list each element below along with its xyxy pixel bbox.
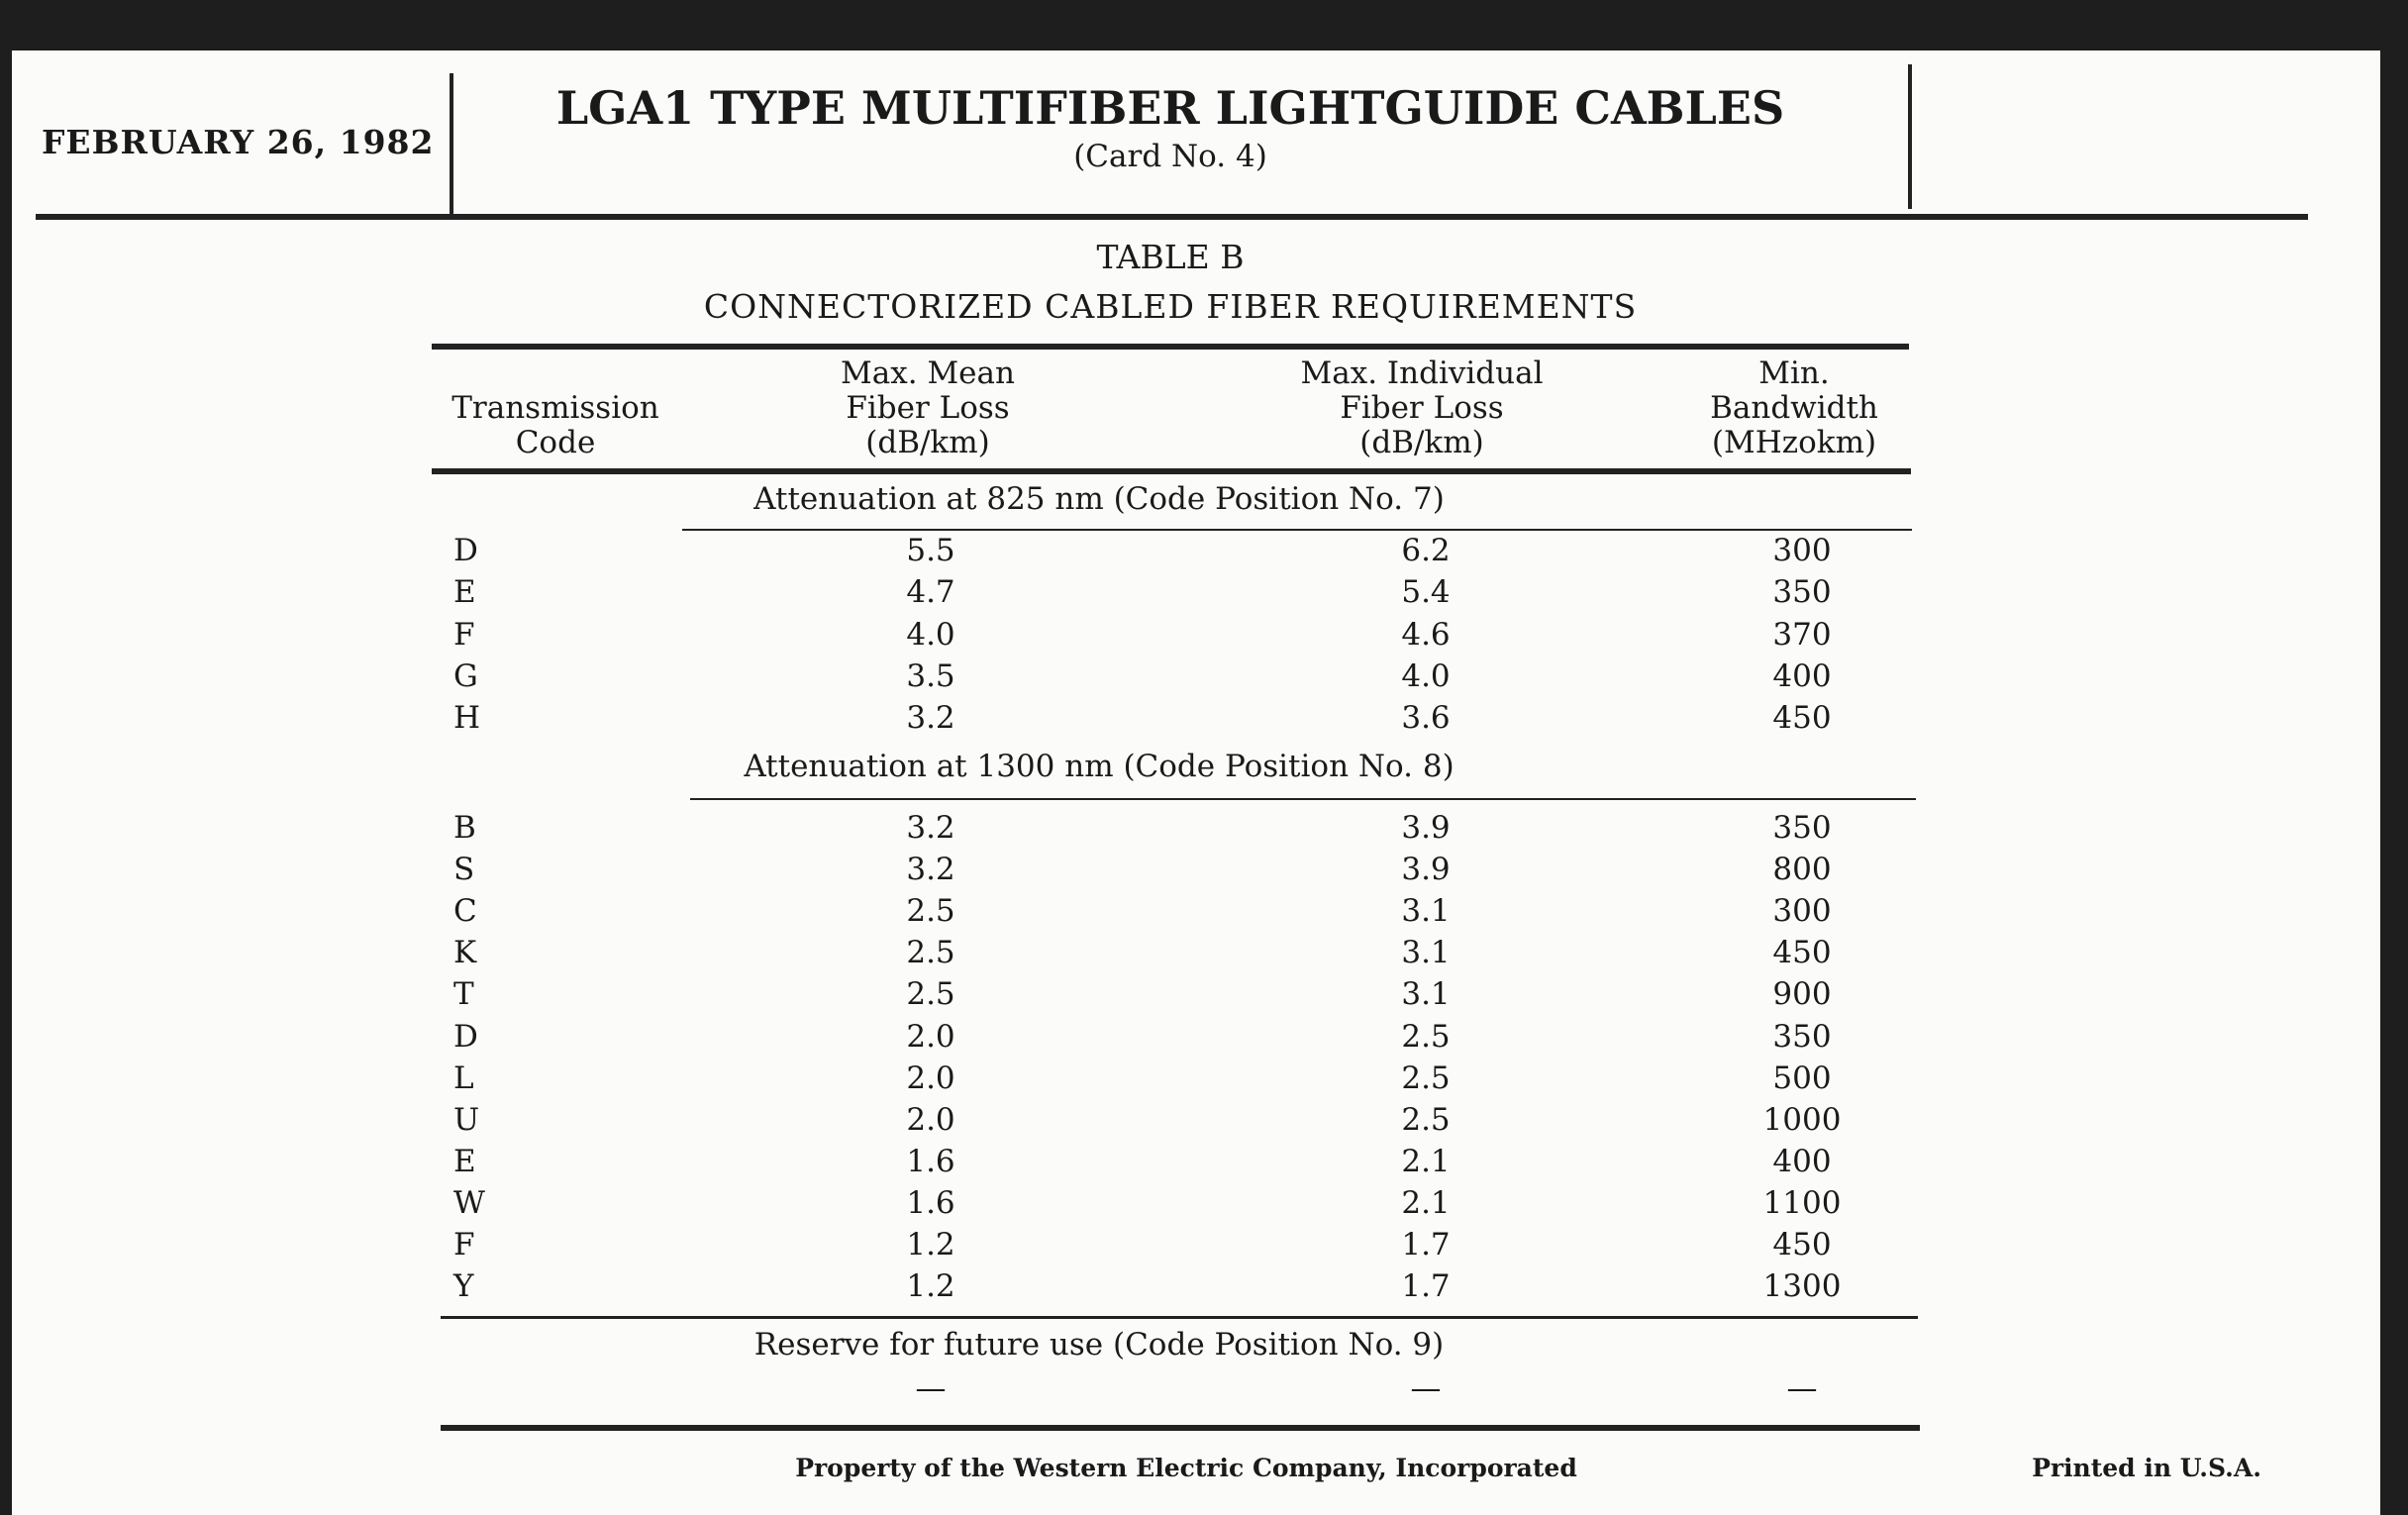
table-cell: 300 (1772, 893, 1832, 930)
table-cell: 400 (1772, 657, 1832, 694)
transmission-code: D (453, 533, 478, 568)
table-cell: 350 (1772, 1018, 1832, 1055)
column-header-line: Fiber Loss (1340, 390, 1504, 426)
table-cell: 3.1 (1401, 935, 1451, 971)
table-cell: 370 (1772, 616, 1832, 653)
table-cell: 450 (1772, 1227, 1832, 1262)
transmission-code: E (453, 1143, 476, 1179)
table-cell: 350 (1772, 810, 1832, 846)
document-date: FEBRUARY 26, 1982 (42, 123, 435, 161)
column-header-line: Transmission (452, 390, 659, 426)
transmission-code: W (453, 1184, 485, 1221)
section-rule (682, 529, 1912, 531)
table-cell: 2.5 (1401, 1060, 1451, 1096)
transmission-code: T (453, 976, 474, 1013)
transmission-code: E (453, 574, 476, 611)
card-number: (Card No. 4) (1073, 139, 1267, 174)
transmission-code: K (453, 935, 477, 971)
table-cell: 1.6 (906, 1184, 955, 1221)
document-title: LGA1 TYPE MULTIFIBER LIGHTGUIDE CABLES (555, 81, 1785, 135)
table-label: TABLE B (1096, 238, 1245, 276)
transmission-code: D (453, 1018, 478, 1055)
table-cell: — (915, 1370, 947, 1406)
header-bottom-rule (432, 468, 1911, 474)
transmission-code: B (453, 810, 476, 846)
table-cell: 350 (1772, 574, 1832, 611)
table-cell: 3.9 (1401, 810, 1451, 846)
transmission-code: L (453, 1060, 474, 1096)
section-title: Reserve for future use (Code Position No. 9) (753, 1327, 1445, 1363)
footer-property: Property of the Western Electric Company, Incorporated (795, 1454, 1577, 1482)
table-cell: 6.2 (1401, 533, 1451, 568)
table-cell: 4.7 (906, 574, 955, 611)
footer-printed: Printed in U.S.A. (2032, 1454, 2261, 1482)
table-cell: 1.2 (906, 1227, 955, 1262)
table-cell: 5.4 (1401, 574, 1451, 611)
table-cell: 3.2 (906, 852, 955, 888)
transmission-code: S (453, 852, 475, 888)
table-cell: 400 (1772, 1143, 1832, 1179)
table-cell: — (1786, 1370, 1818, 1406)
table-cell: 3.9 (1401, 852, 1451, 888)
table-cell: 2.5 (1401, 1101, 1451, 1138)
column-header-line: (dB/km) (865, 425, 990, 460)
table-cell: 2.5 (906, 935, 955, 971)
transmission-code: F (453, 1227, 475, 1262)
transmission-code: U (453, 1101, 480, 1138)
table-top-rule (432, 344, 1909, 350)
table-cell: 500 (1772, 1060, 1832, 1096)
column-header-line: Fiber Loss (846, 390, 1010, 426)
table-title: CONNECTORIZED CABLED FIBER REQUIREMENTS (703, 287, 1638, 326)
header-rule (36, 214, 2308, 220)
transmission-code: H (453, 700, 481, 737)
section-rule (690, 798, 1916, 800)
table-cell: 1.7 (1401, 1268, 1451, 1305)
table-cell: 3.1 (1401, 976, 1451, 1013)
table-cell: 2.0 (906, 1060, 955, 1096)
table-cell: 3.1 (1401, 893, 1451, 930)
table-cell: 2.5 (906, 976, 955, 1013)
table-cell: 4.0 (1401, 657, 1451, 694)
table-cell: 2.5 (1401, 1018, 1451, 1055)
transmission-code: F (453, 616, 475, 653)
table-cell: 2.5 (906, 893, 955, 930)
column-header-line: Max. Individual (1300, 355, 1544, 391)
table-cell: 1000 (1762, 1101, 1842, 1138)
table-cell: 300 (1772, 533, 1832, 568)
table-cell: 2.0 (906, 1101, 955, 1138)
table-section-rule-bottom (441, 1316, 1918, 1319)
table-cell: 900 (1772, 976, 1832, 1013)
table-cell: 800 (1772, 852, 1832, 888)
table-cell: 3.2 (906, 810, 955, 846)
column-header-line: (dB/km) (1359, 425, 1484, 460)
column-header-line: (MHzokm) (1711, 425, 1877, 460)
table-cell: 450 (1772, 700, 1832, 737)
table-cell: 2.1 (1401, 1143, 1451, 1179)
table-cell: — (1410, 1370, 1442, 1406)
table-cell: 4.6 (1401, 616, 1451, 653)
section-title: Attenuation at 825 nm (Code Position No. 7) (753, 481, 1445, 517)
table-cell: 2.1 (1401, 1184, 1451, 1221)
column-header-line: Max. Mean (841, 355, 1015, 391)
transmission-code: Y (453, 1268, 474, 1305)
column-header-line: Min. (1758, 355, 1830, 391)
table-cell: 3.6 (1401, 700, 1451, 737)
header-divider-right (1908, 64, 1912, 209)
table-cell: 1.7 (1401, 1227, 1451, 1262)
table-cell: 450 (1772, 935, 1832, 971)
table-cell: 1300 (1762, 1268, 1842, 1305)
table-cell: 1100 (1762, 1184, 1842, 1221)
table-cell: 1.6 (906, 1143, 955, 1179)
table-cell: 5.5 (906, 533, 955, 568)
column-header-line: Bandwidth (1710, 390, 1878, 426)
table-cell: 4.0 (906, 616, 955, 653)
table-cell: 3.2 (906, 700, 955, 737)
table-cell: 1.2 (906, 1268, 955, 1305)
header-divider-left (450, 73, 453, 216)
table-cell: 3.5 (906, 657, 955, 694)
transmission-code: G (453, 657, 478, 694)
transmission-code: C (453, 893, 477, 930)
column-header-line: Code (515, 425, 596, 460)
section-title: Attenuation at 1300 nm (Code Position No. 8) (744, 749, 1455, 784)
table-cell: 2.0 (906, 1018, 955, 1055)
table-bottom-rule (441, 1425, 1920, 1431)
